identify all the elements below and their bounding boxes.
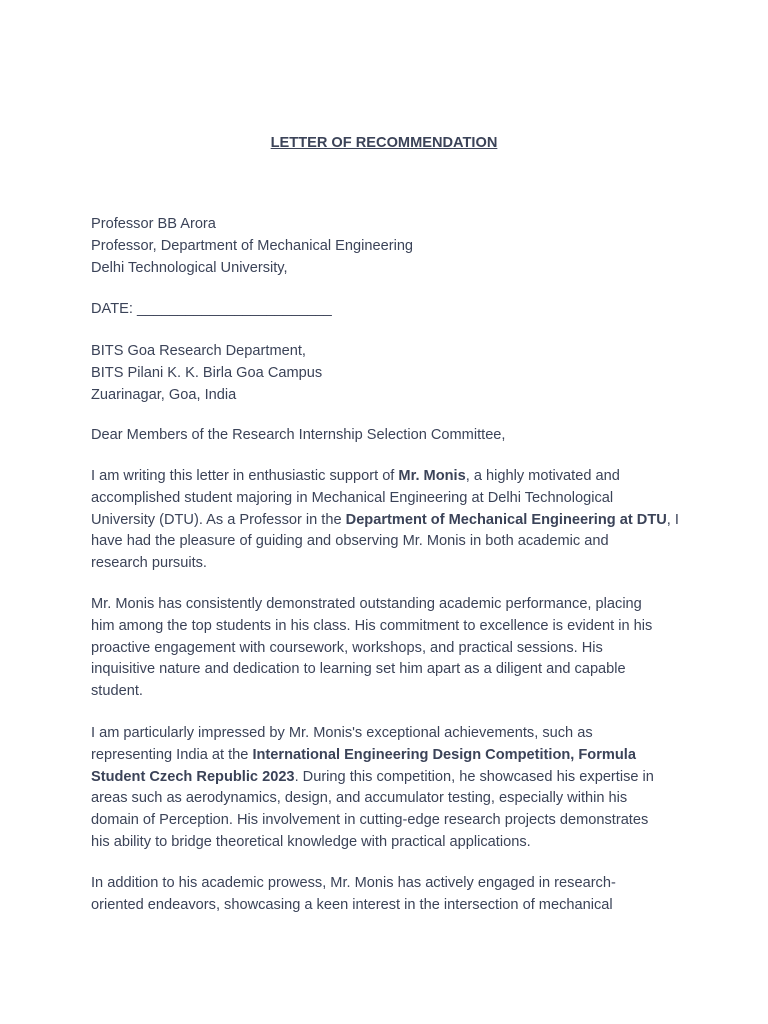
paragraph-3-line-6: his ability to bridge theoretical knowledge with practical applications. (91, 833, 531, 850)
text-run: , I (666, 511, 679, 528)
student-name-bold: Mr. Monis (398, 468, 466, 484)
paragraph-2-line-2: him among the top students in his class. His commitment to excellence is evident in his (91, 617, 653, 634)
salutation: Dear Members of the Research Internship Selection Committee, (91, 427, 506, 443)
paragraph-4-line-1: In addition to his academic prowess, Mr. Monis has actively engaged in research- (91, 875, 616, 891)
letter-title: LETTER OF RECOMMENDATION (270, 135, 498, 151)
recipient-campus: BITS Pilani K. K. Birla Goa Campus (91, 364, 323, 381)
text-run: , a highly motivated and (465, 468, 620, 484)
competition-bold: Student Czech Republic 2023 (91, 768, 295, 785)
paragraph-2-line-4: inquisitive nature and dedication to learning set him apart as a diligent and capable (91, 661, 626, 678)
sender-position: Professor, Department of Mechanical Engineering (91, 237, 414, 254)
paragraph-3 (91, 723, 681, 854)
paragraph-4-line-2: oriented endeavors, showcasing a keen interest in the intersection of mechanical (91, 896, 613, 913)
recipient-location: Zuarinagar, Goa, India (91, 386, 237, 403)
competition-bold: International Engineering Design Competition, Formula (252, 746, 636, 763)
date-line: DATE: ________________________ (91, 301, 332, 317)
paragraph-3-line-1: I am particularly impressed by Mr. Monis's exceptional achievements, such as (91, 725, 593, 741)
sender-block (91, 214, 681, 279)
text-run: University (DTU). As a Professor in the (91, 511, 346, 528)
recipient-block (91, 341, 681, 406)
paragraph-2-line-3: proactive engagement with coursework, workshops, and practical sessions. His (91, 639, 603, 656)
salutation-block (91, 425, 681, 447)
paragraph-4 (91, 873, 681, 917)
paragraph-1-line-3 (91, 510, 681, 532)
paragraph-3-line-4: areas such as aerodynamics, design, and accumulator testing, especially within his (91, 790, 628, 807)
paragraph-1-line-1 (91, 466, 681, 488)
paragraph-3-line-5: domain of Perception. His involvement in cutting-edge research projects demonstrates (91, 812, 649, 829)
text-run: representing India at the (91, 746, 253, 763)
paragraph-2-line-5: student. (91, 683, 143, 700)
sender-name: Professor BB Arora (91, 216, 216, 232)
department-bold: Department of Mechanical Engineering at DTU (345, 511, 667, 528)
paragraph-2-line-1: Mr. Monis has consistently demonstrated outstanding academic performance, placing (91, 596, 642, 612)
paragraph-1-line-4: have had the pleasure of guiding and observing Mr. Monis in both academic and (91, 533, 609, 550)
text-run: I am writing this letter in enthusiastic support of (91, 468, 399, 484)
paragraph-2 (91, 594, 681, 703)
paragraph-1 (91, 466, 681, 575)
paragraph-1-line-5: research pursuits. (91, 555, 207, 572)
paragraph-1-line-2: accomplished student majoring in Mechanical Engineering at Delhi Technological (91, 489, 614, 506)
paragraph-3-line-2 (91, 745, 681, 767)
date-block (91, 299, 681, 321)
paragraph-3-line-3 (91, 767, 681, 789)
recipient-department: BITS Goa Research Department, (91, 343, 306, 359)
text-run: . During this competition, he showcased his expertise in (294, 768, 654, 785)
sender-institution: Delhi Technological University, (91, 259, 288, 276)
